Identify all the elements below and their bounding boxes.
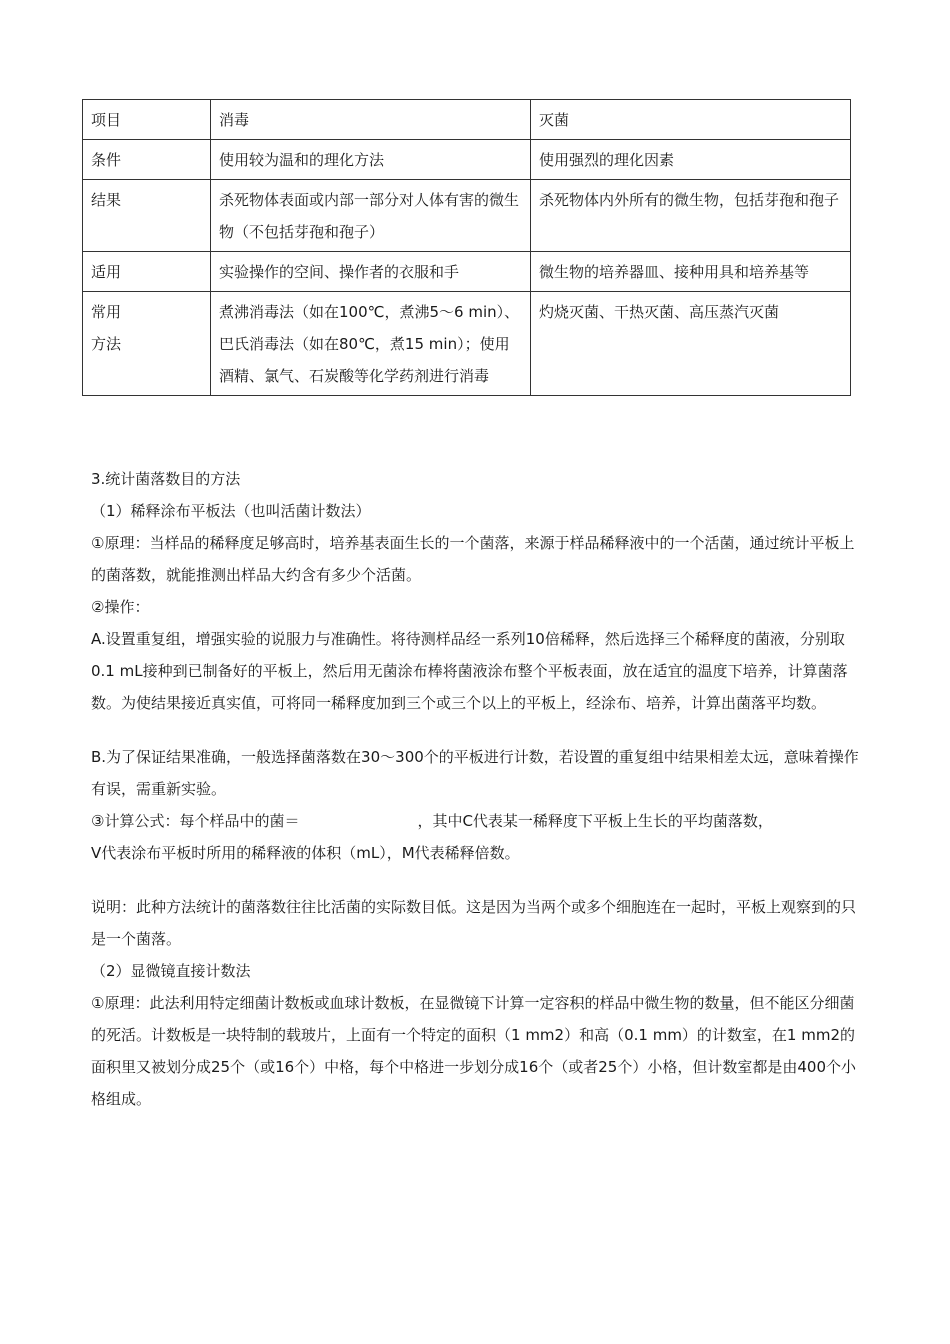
row-label: [83, 292, 211, 396]
section-3: [91, 463, 859, 1115]
formula-prefix: ③计算公式：每个样品中的菌＝: [91, 812, 300, 830]
header-disinfect: 消毒: [211, 100, 531, 140]
principle-paragraph: ①原理：当样品的稀释度足够高时，培养基表面生长的一个菌落，来源于样品稀释液中的一个活菌，通过统计平板上的菌落数，就能推测出样品大约含有多少个活菌。: [91, 534, 855, 584]
operation-title: ②操作：: [91, 598, 150, 616]
cell-sterilize: 使用强烈的理化因素: [531, 140, 851, 180]
cell-sterilize: 灼烧灭菌、干热灭菌、高压蒸汽灭菌: [531, 292, 851, 396]
table-row: [83, 180, 851, 252]
formula-suffix: ，其中C代表某一稀释度下平板上生长的平均菌落数，: [417, 812, 773, 830]
table-row: [83, 140, 851, 180]
cell-disinfect: 杀死物体表面或内部一部分对人体有害的微生物（不包括芽孢和孢子）: [211, 180, 531, 252]
header-sterilize: 灭菌: [531, 100, 851, 140]
cell-sterilize: 杀死物体内外所有的微生物，包括芽孢和孢子: [531, 180, 851, 252]
header-item: 项目: [83, 100, 211, 140]
table-header-row: [83, 100, 851, 140]
row-label: 结果: [83, 180, 211, 252]
cell-disinfect: 煮沸消毒法（如在100℃，煮沸5～6 min）、巴氏消毒法（如在80℃，煮15 min）；使用酒精、氯气、石炭酸等化学药剂进行消毒: [211, 292, 531, 396]
section-title: 3.统计菌落数目的方法: [91, 470, 241, 488]
cell-disinfect: 使用较为温和的理化方法: [211, 140, 531, 180]
principle-2-paragraph: ①原理：此法利用特定细菌计数板或血球计数板，在显微镜下计算一定容积的样品中微生物的数量，但不能区分细菌的死活。计数板是一块特制的载玻片，上面有一个特定的面积（1 mm2）和高（0.1 mm）的计数室，在1 mm2的面积里又被划分成25个（或16个）中格，每个中格进一步划分成16个（或者25个）小格，但计数室都是由400个小格组成。: [91, 994, 856, 1108]
table-row: [83, 252, 851, 292]
operation-a-paragraph: A.设置重复组，增强实验的说服力与准确性。将待测样品经一系列10倍稀释，然后选择三个稀释度的菌液，分别取0.1 mL接种到已制备好的平板上，然后用无菌涂布棒将菌液涂布整个平板表面，放在适宜的温度下培养，计算菌落数。为使结果接近真实值，可将同一稀释度加到三个或三个以上的平板上，经涂布、培养，计算出菌落平均数。: [91, 630, 848, 712]
comparison-table: [82, 99, 851, 396]
row-label-line: 方法: [91, 335, 122, 353]
subsection-title-2: （2）显微镜直接计数法: [91, 962, 251, 980]
cell-sterilize: 微生物的培养器皿、接种用具和培养基等: [531, 252, 851, 292]
subsection-title: （1）稀释涂布平板法（也叫活菌计数法）: [91, 502, 371, 520]
row-label: 条件: [83, 140, 211, 180]
cell-disinfect: 实验操作的空间、操作者的衣服和手: [211, 252, 531, 292]
note-paragraph: 说明：此种方法统计的菌落数往往比活菌的实际数目低。这是因为当两个或多个细胞连在一起时，平板上观察到的只是一个菌落。: [91, 898, 857, 948]
row-label: 适用: [83, 252, 211, 292]
formula-line-2: V代表涂布平板时所用的稀释液的体积（mL），M代表稀释倍数。: [91, 844, 520, 862]
operation-b-paragraph: B.为了保证结果准确，一般选择菌落数在30～300个的平板进行计数，若设置的重复组中结果相差太远，意味着操作有误，需重新实验。: [91, 748, 859, 798]
row-label-line: 常用: [91, 303, 122, 321]
table-row: [83, 292, 851, 396]
formula-line: [91, 805, 859, 837]
